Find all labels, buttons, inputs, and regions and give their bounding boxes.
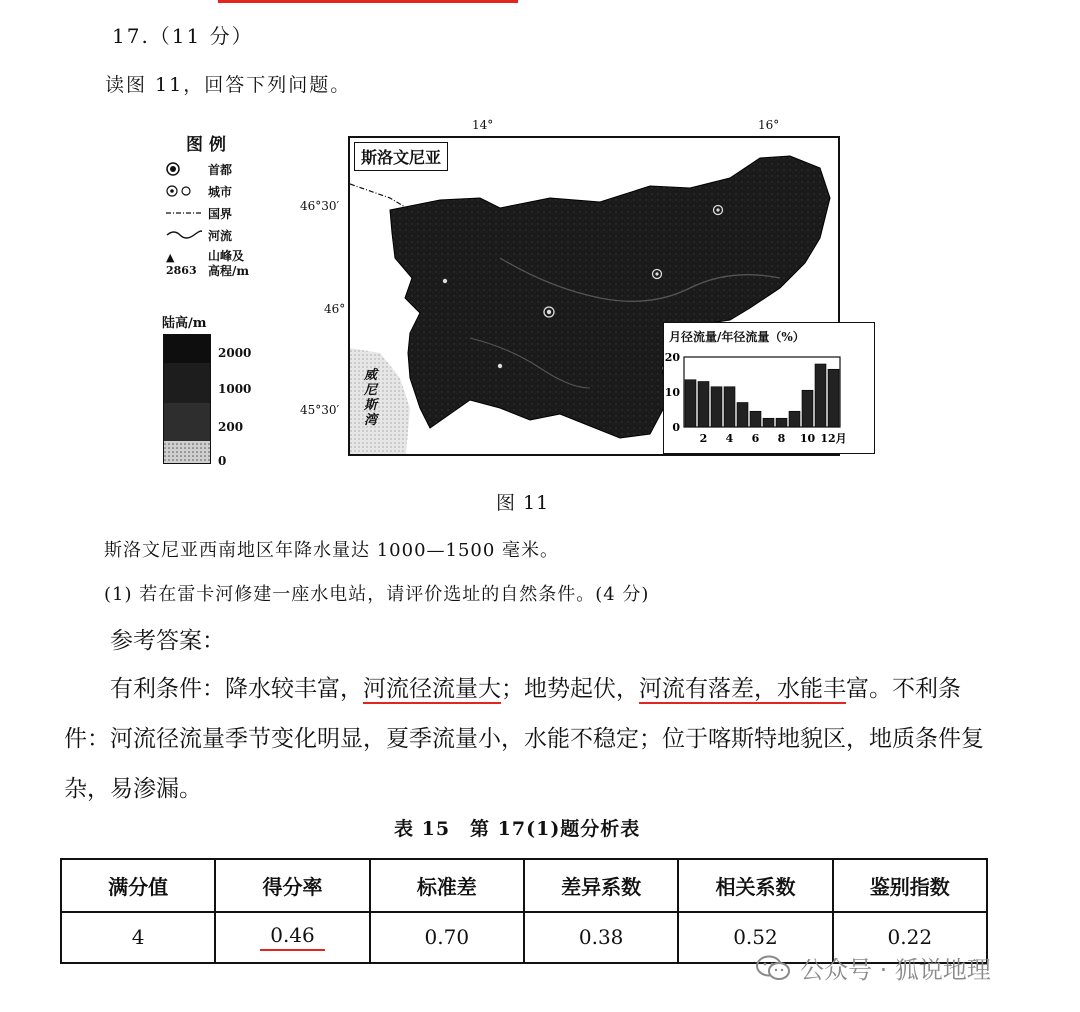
answer-underlined-runoff: 河流径流量大 bbox=[363, 676, 501, 702]
figure-caption: 图 11 bbox=[496, 492, 550, 514]
bar-month-2 bbox=[698, 382, 709, 428]
bar-month-10 bbox=[802, 390, 813, 427]
city-icon bbox=[166, 185, 208, 197]
legend-label-peak: 山峰及高程/m bbox=[208, 249, 250, 278]
runoff-inset-chart bbox=[663, 322, 875, 454]
watermark-text: 公众号 · 狐说地理 bbox=[800, 956, 991, 984]
bar-month-1 bbox=[685, 380, 696, 427]
legend-item-peak bbox=[166, 249, 280, 279]
elevation-tick-200: 200 bbox=[218, 420, 244, 434]
x-tick-label: 12月 bbox=[820, 432, 847, 445]
analysis-table bbox=[60, 858, 988, 964]
city-marker bbox=[443, 279, 447, 283]
table-header-cell: 满分值 bbox=[61, 859, 215, 912]
bar-month-7 bbox=[763, 418, 774, 427]
top-red-line bbox=[218, 0, 518, 3]
table-header-cell: 差异系数 bbox=[524, 859, 678, 912]
y-tick-label: 10 bbox=[664, 386, 680, 399]
answer-underlined-drop: 河流有落差，水能丰 bbox=[639, 676, 846, 702]
x-tick-label: 4 bbox=[725, 432, 734, 445]
question-title: 17.（11 分） bbox=[112, 24, 254, 48]
bar-month-12 bbox=[828, 369, 839, 427]
sea-label: 威尼斯湾 bbox=[364, 368, 378, 428]
bar-month-5 bbox=[737, 403, 748, 428]
legend-item-capital bbox=[166, 161, 280, 177]
border-icon bbox=[166, 208, 208, 218]
map-legend bbox=[160, 130, 280, 279]
legend-label-city: 城市 bbox=[208, 184, 233, 199]
bar-month-3 bbox=[711, 387, 722, 427]
legend-item-city bbox=[166, 183, 280, 199]
lon-label-16: 16° bbox=[758, 118, 780, 132]
city-marker bbox=[498, 364, 502, 368]
table-header-cell: 相关系数 bbox=[678, 859, 832, 912]
x-tick-label: 2 bbox=[699, 432, 708, 445]
answer-segment: 富。不利条件：河流径流量季节变化明显，夏季流量小，水能不稳定；位于喀斯特地貌区，地质条件复杂，易渗漏。 bbox=[64, 676, 984, 802]
map-country-name: 斯洛文尼亚 bbox=[354, 142, 448, 171]
answer-segment: ；地势起伏， bbox=[501, 676, 639, 702]
lat-label-46-30: 46°30′ bbox=[300, 199, 340, 213]
y-tick-label: 0 bbox=[672, 421, 680, 434]
elevation-tick-0: 0 bbox=[218, 454, 227, 468]
answer-label: 参考答案： bbox=[110, 628, 225, 654]
bar-month-4 bbox=[724, 387, 735, 427]
elevation-tick-2000: 2000 bbox=[218, 346, 252, 360]
lat-label-45-30: 45°30′ bbox=[300, 403, 340, 417]
x-tick-label: 8 bbox=[777, 432, 786, 445]
score-rate-value: 0.46 bbox=[260, 923, 325, 951]
chart-title: 月径流量/年径流量（%） bbox=[669, 330, 805, 344]
bar-month-8 bbox=[776, 418, 787, 427]
table-cell: 4 bbox=[61, 912, 215, 963]
answer-segment: 有利条件：降水较丰富， bbox=[110, 676, 363, 702]
subquestion-1: (1) 若在雷卡河修建一座水电站，请评价选址的自然条件。(4 分) bbox=[104, 584, 650, 605]
table-cell: 0.70 bbox=[370, 912, 524, 963]
elevation-title: 陆高/m bbox=[162, 316, 207, 331]
table-header-cell: 鉴别指数 bbox=[833, 859, 987, 912]
y-tick-label: 20 bbox=[664, 351, 680, 364]
x-tick-label: 6 bbox=[751, 432, 760, 445]
table-header-cell: 标准差 bbox=[370, 859, 524, 912]
river-icon bbox=[166, 229, 208, 241]
x-tick-label: 10 bbox=[799, 432, 816, 445]
elevation-color-bar bbox=[163, 334, 211, 464]
legend-label-border: 国界 bbox=[208, 206, 233, 221]
lon-label-14: 14° bbox=[472, 118, 494, 132]
peak-icon: ▲ 2863 bbox=[166, 251, 197, 277]
legend-item-border bbox=[166, 205, 280, 221]
legend-item-river bbox=[166, 227, 280, 243]
paragraph-precipitation: 斯洛文尼亚西南地区年降水量达 1000—1500 毫米。 bbox=[104, 540, 560, 561]
watermark bbox=[756, 950, 991, 985]
legend-title: 图例 bbox=[186, 135, 232, 155]
answer-text bbox=[64, 664, 1004, 814]
elevation-tick-1000: 1000 bbox=[218, 382, 252, 396]
table-cell-score-rate bbox=[215, 912, 369, 963]
table-caption: 表 15 第 17(1)题分析表 bbox=[394, 818, 641, 840]
table-cell: 0.22 bbox=[833, 912, 987, 963]
wechat-icon bbox=[756, 955, 790, 981]
legend-label-river: 河流 bbox=[208, 228, 233, 243]
question-intro: 读图 11，回答下列问题。 bbox=[105, 74, 352, 96]
table-header-cell: 得分率 bbox=[215, 859, 369, 912]
lat-label-46: 46° bbox=[324, 302, 346, 316]
table-header-row bbox=[61, 859, 987, 912]
table-cell: 0.52 bbox=[678, 912, 832, 963]
gulf-of-venice bbox=[350, 348, 410, 454]
legend-label-capital: 首都 bbox=[208, 162, 233, 177]
bar-month-9 bbox=[789, 411, 800, 427]
bar-month-6 bbox=[750, 411, 761, 427]
bar-month-11 bbox=[815, 364, 826, 427]
table-cell: 0.38 bbox=[524, 912, 678, 963]
capital-icon bbox=[166, 162, 208, 176]
